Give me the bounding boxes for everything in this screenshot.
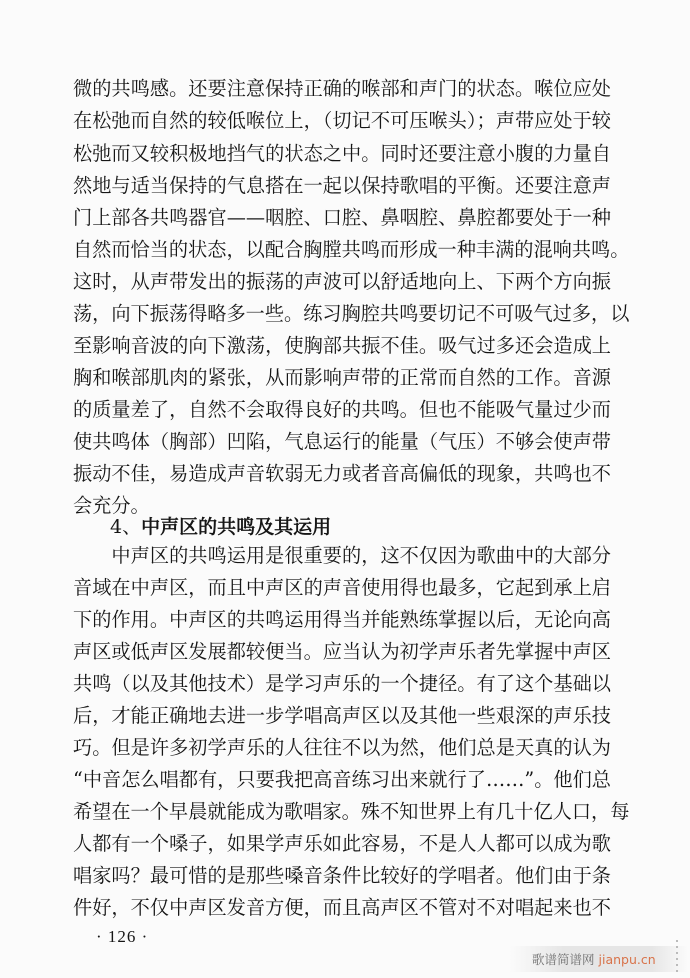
text-line: 希望在一个早晨就能成为歌唱家。殊不知世界上有几十亿人口，每 — [73, 800, 630, 823]
text-line: 振动不佳，易造成声音软弱无力或者音高偏低的现象，共鸣也不 — [73, 462, 611, 485]
text-line: 至影响音波的向下激荡，使胸部共振不佳。吸气过多还会造成上 — [73, 334, 611, 357]
text-line: 胸和喉部肌肉的紧张，从而影响声带的正常而自然的工作。音源 — [73, 366, 611, 389]
text-line: 下的作用。中声区的共鸣运用得当并能熟练掌握以后，无论向高 — [73, 608, 611, 631]
text-line: 音域在中声区，而且中声区的声音使用得也最多，它起到承上启 — [73, 576, 611, 599]
text-line: 微的共鸣感。还要注意保持正确的喉部和声门的状态。喉位应处 — [73, 77, 611, 100]
watermark-url: jianpu.cn — [598, 951, 656, 967]
section-heading — [110, 512, 331, 542]
page-number: · 126 · — [96, 927, 149, 946]
text-line: 松弛而又较积极地挡气的状态之中。同时还要注意小腹的力量自 — [73, 142, 611, 165]
watermark — [510, 946, 688, 972]
text-line: 后，才能正确地去进一步学唱高声区以及其他一些艰深的声乐技 — [73, 704, 611, 727]
text-line: 会充分。 — [73, 494, 150, 517]
section-number: 4、 — [110, 516, 142, 538]
watermark-site-name: 歌谱简谱网 — [532, 952, 595, 967]
section-title: 中声区的共鸣及其运用 — [141, 516, 332, 538]
text-line: 巧。但是许多初学声乐的人往往不以为然，他们总是天真的认为 — [73, 736, 611, 759]
text-line: 声区或低声区发展都较便当。应当认为初学声乐者先掌握中声区 — [73, 640, 611, 663]
text-line: 这时，从声带发出的振荡的声波可以舒适地向上、下两个方向振 — [73, 270, 611, 293]
text-line: 在松弛而自然的较低喉位上，（切记不可压喉头）；声带应处于较 — [73, 109, 611, 132]
text-line: 荡，向下振荡得略多一些。练习胸腔共鸣要切记不可吸气过多，以 — [73, 302, 630, 325]
text-line: “中音怎么唱都有，只要我把高音练习出来就行了……”。他们总 — [73, 768, 611, 791]
text-line: 中声区的共鸣运用是很重要的，这不仅因为歌曲中的大部分 — [73, 544, 611, 567]
text-line: 然地与适当保持的气息搭在一起以保持歌唱的平衡。还要注意声 — [73, 174, 611, 197]
text-line: 件好，不仅中声区发音方便，而且高声区不管对不对唱起来也不 — [73, 896, 611, 919]
text-line: 人都有一个嗓子，如果学声乐如此容易，不是人人都可以成为歌 — [73, 832, 611, 855]
text-line: 共鸣（以及其他技术）是学习声乐的一个捷径。有了这个基础以 — [73, 672, 611, 695]
scan-edge-mark — [676, 940, 678, 976]
text-line: 门上部各共鸣器官——咽腔、口腔、鼻咽腔、鼻腔都要处于一种 — [73, 206, 611, 229]
text-line: 自然而恰当的状态，以配合胸膛共鸣而形成一种丰满的混响共鸣。 — [73, 238, 630, 261]
text-line: 使共鸣体（胸部）凹陷，气息运行的能量（气压）不够会使声带 — [73, 430, 611, 453]
text-line: 唱家吗？最可惜的是那些嗓音条件比较好的学唱者。他们由于条 — [73, 864, 611, 887]
text-line: 的质量差了，自然不会取得良好的共鸣。但也不能吸气量过少而 — [73, 398, 611, 421]
